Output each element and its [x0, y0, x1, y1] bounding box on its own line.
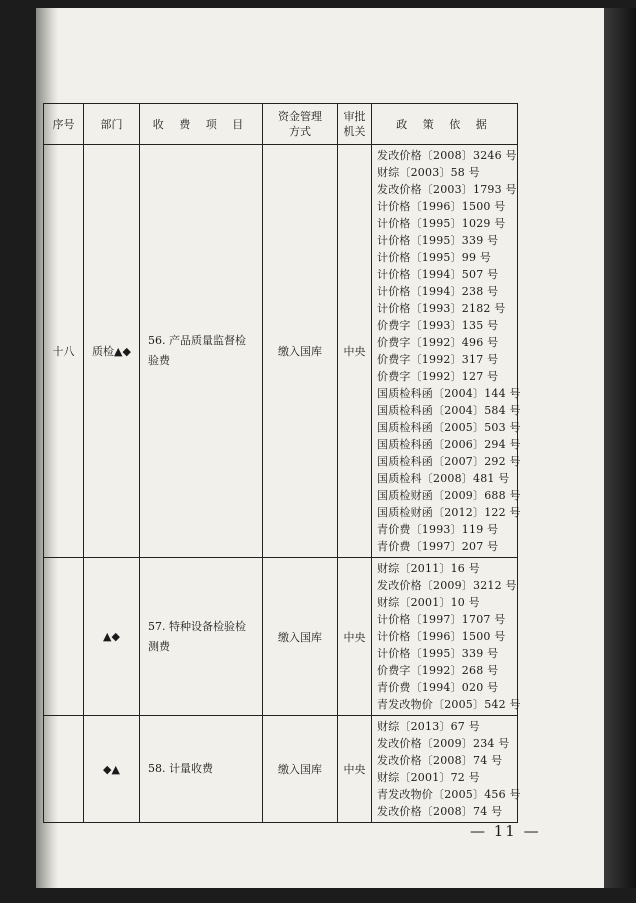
- basis-line: 价费字〔1992〕268 号: [377, 664, 499, 677]
- fee-table: [43, 103, 521, 823]
- row-seq: [44, 716, 84, 823]
- header-item: 收 费 项 目: [140, 104, 263, 145]
- basis-line: 国质检财函〔2012〕122 号: [377, 506, 521, 519]
- row-approval: 中央: [338, 716, 372, 823]
- row-dept: 质检▲◆: [84, 145, 140, 558]
- header-approval-line2: 机关: [343, 125, 366, 138]
- basis-line: 发改价格〔2008〕3246 号: [377, 149, 517, 162]
- basis-line: 青发改物价〔2005〕456 号: [377, 788, 521, 801]
- table-row: [44, 145, 518, 558]
- basis-line: 发改价格〔2009〕3212 号: [377, 579, 517, 592]
- basis-line: 计价格〔1995〕99 号: [377, 251, 492, 264]
- basis-line: 国质检财函〔2009〕688 号: [377, 489, 521, 502]
- basis-line: 财综〔2001〕10 号: [377, 596, 480, 609]
- basis-line: 财综〔2011〕16 号: [377, 562, 480, 575]
- basis-line: 国质检科函〔2007〕292 号: [377, 455, 521, 468]
- row-dept: ◆▲: [84, 716, 140, 823]
- basis-line: 计价格〔1994〕238 号: [377, 285, 499, 298]
- basis-line: 财综〔2013〕67 号: [377, 720, 480, 733]
- basis-line: 青价费〔1997〕207 号: [377, 540, 499, 553]
- row-fund: 缴入国库: [263, 558, 338, 716]
- basis-line: 计价格〔1995〕1029 号: [377, 217, 506, 230]
- page-number: — 11 —: [470, 822, 541, 840]
- basis-line: 国质检科函〔2006〕294 号: [377, 438, 521, 451]
- basis-line: 青价费〔1994〕020 号: [377, 681, 499, 694]
- header-approval-line1: 审批: [343, 110, 366, 123]
- basis-line: 计价格〔1997〕1707 号: [377, 613, 506, 626]
- basis-line: 价费字〔1992〕127 号: [377, 370, 499, 383]
- scan-edge: [604, 8, 636, 888]
- row-basis: [372, 145, 521, 558]
- basis-line: 财综〔2001〕72 号: [377, 771, 480, 784]
- row-fund: 缴入国库: [263, 716, 338, 823]
- basis-line: 计价格〔1994〕507 号: [377, 268, 499, 281]
- header-seq: 序号: [44, 104, 84, 145]
- row-item: 56. 产品质量监督检验费: [140, 145, 263, 558]
- basis-line: 发改价格〔2009〕234 号: [377, 737, 510, 750]
- basis-line: 发改价格〔2003〕1793 号: [377, 183, 517, 196]
- row-fund: 缴入国库: [263, 145, 338, 558]
- basis-line: 发改价格〔2008〕74 号: [377, 754, 503, 767]
- row-basis: [372, 558, 521, 716]
- header-fund-line2: 方式: [289, 125, 311, 138]
- basis-line: 计价格〔1996〕1500 号: [377, 200, 506, 213]
- row-seq: 十八: [44, 145, 84, 558]
- header-basis: 政 策 依 据: [372, 104, 518, 145]
- header-fund-line1: 资金管理: [278, 110, 322, 123]
- row-seq: [44, 558, 84, 716]
- basis-line: 价费字〔1993〕135 号: [377, 319, 499, 332]
- header-approval: [338, 104, 372, 145]
- basis-line: 计价格〔1996〕1500 号: [377, 630, 506, 643]
- basis-line: 计价格〔1995〕339 号: [377, 647, 499, 660]
- header-fund: [263, 104, 338, 145]
- table-header-row: [44, 104, 518, 145]
- basis-line: 计价格〔1993〕2182 号: [377, 302, 506, 315]
- row-item: 58. 计量收费: [140, 716, 263, 823]
- basis-line: 国质检科函〔2004〕584 号: [377, 404, 521, 417]
- basis-line: 发改价格〔2008〕74 号: [377, 805, 503, 818]
- row-basis: [372, 716, 521, 823]
- header-dept: 部门: [84, 104, 140, 145]
- table-row: [44, 558, 518, 716]
- row-dept: ▲◆: [84, 558, 140, 716]
- basis-line: 计价格〔1995〕339 号: [377, 234, 499, 247]
- basis-line: 青价费〔1993〕119 号: [377, 523, 499, 536]
- row-item: 57. 特种设备检验检测费: [140, 558, 263, 716]
- basis-line: 国质检科函〔2005〕503 号: [377, 421, 521, 434]
- basis-line: 青发改物价〔2005〕542 号: [377, 698, 521, 711]
- basis-line: 财综〔2003〕58 号: [377, 166, 480, 179]
- row-approval: 中央: [338, 145, 372, 558]
- table-row: [44, 716, 518, 823]
- row-approval: 中央: [338, 558, 372, 716]
- basis-line: 国质检科函〔2004〕144 号: [377, 387, 521, 400]
- basis-line: 价费字〔1992〕317 号: [377, 353, 499, 366]
- basis-line: 价费字〔1992〕496 号: [377, 336, 499, 349]
- basis-line: 国质检科〔2008〕481 号: [377, 472, 510, 485]
